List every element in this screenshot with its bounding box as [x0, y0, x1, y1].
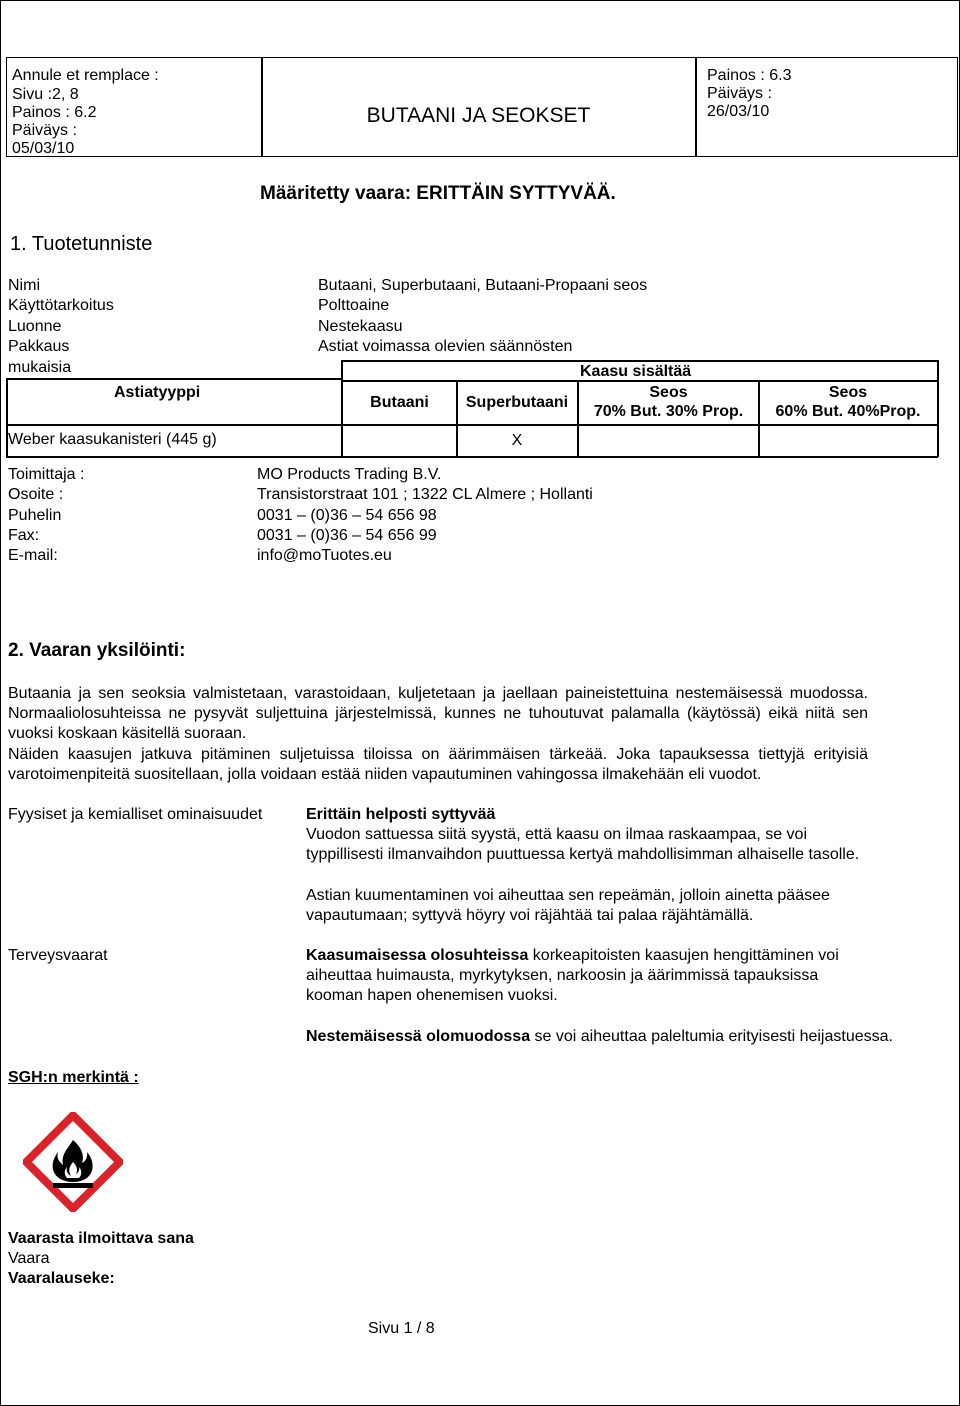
phone-value: 0031 – (0)36 – 54 656 98 — [257, 507, 437, 524]
hazard-statements-label: Vaaralauseke: — [8, 1270, 115, 1287]
address-label: Osoite : — [8, 486, 64, 503]
page-number: Sivu 1 / 8 — [368, 1320, 435, 1337]
hazard-heading: Määritetty vaara: ERITTÄIN SYTTYVÄÄ. — [260, 183, 616, 204]
edition-line-3: 26/03/10 — [707, 103, 770, 120]
supplier-label: Toimittaja : — [8, 466, 85, 483]
document-title: BUTAANI JA SEOKSET — [366, 104, 591, 127]
field-label-kayttotarkoitus: Käyttötarkoitus — [8, 297, 114, 314]
health-hazards-label: Terveysvaarat — [8, 947, 108, 964]
physical-properties-text-1: Vuodon sattuessa siitä syystä, että kaasu on ilmaa raskaampaa, se voi typpillisesti ilmanvaihdon puuttuessa kertyä mahdollisimman alhaiselle tasolle. — [306, 826, 860, 863]
health-hazards-body: korkeapitoisten kaasujen hengittäminen voi aiheuttaa huimausta, myrkytyksen, narkoosin ja äärimmissä tapauksissa kooman hapen ohenemisen vuoksi. — [306, 947, 839, 1004]
email-value: info@moTuotes.eu — [257, 547, 392, 564]
edition-line-2: Päiväys : — [707, 85, 772, 102]
hazard-paragraph-2: Näiden kaasujen jatkuva pitäminen suljetuissa tiloissa on äärimmäisen tärkeää. Joka tapauksessa tiettyjä erityisiä varotoimenpiteitä suositellaan, jolla voidaan estää niiden vapautuminen vahingossa ilmakehään eli vuodot. — [8, 746, 868, 783]
field-label-mukaisia: mukaisia — [8, 359, 72, 376]
physical-properties-label: Fyysiset ja kemialliset ominaisuudet — [8, 806, 263, 823]
table-group-header: Kaasu sisältää — [580, 363, 692, 380]
table-row-label: Weber kaasukanisteri (445 g) — [8, 431, 217, 448]
address-value: Transistorstraat 101 ; 1322 CL Almere ; Hollanti — [257, 486, 593, 503]
col-header-seos-70-30-detail: 70% But. 30% Prop. — [593, 403, 744, 420]
supplier-value: MO Products Trading B.V. — [257, 466, 442, 483]
signal-word-label: Vaarasta ilmoittava sana — [8, 1230, 194, 1247]
revision-line-4: Päiväys : — [12, 122, 77, 139]
liquid-hazard-heading: Nestemäisessä olomuodossa — [306, 1028, 531, 1045]
revision-line-3: Painos : 6.2 — [12, 104, 97, 121]
col-header-seos-70-30: Seos — [649, 384, 688, 401]
phone-label: Puhelin — [8, 507, 62, 524]
fax-label: Fax: — [8, 527, 40, 544]
fax-value: 0031 – (0)36 – 54 656 99 — [257, 527, 437, 544]
col-header-seos-60-40: Seos — [828, 384, 868, 401]
field-value-luonne: Nestekaasu — [318, 318, 403, 335]
header-divider-right — [695, 57, 697, 157]
field-value-pakkaus: Astiat voimassa olevien säännösten — [318, 338, 573, 355]
table-bottom-rule — [6, 456, 938, 458]
liquid-hazard-text — [306, 1027, 893, 1047]
revision-line-1: Annule et remplace : — [12, 67, 159, 84]
revision-line-2: Sivu :2, 8 — [12, 86, 79, 103]
health-hazards-text — [306, 946, 866, 1006]
revision-line-5: 05/03/10 — [12, 140, 75, 157]
table-row-header: Astiatyyppi — [114, 384, 201, 401]
col-header-superbutaani: Superbutaani — [465, 394, 569, 411]
ghs-label: SGH:n merkintä : — [8, 1069, 139, 1086]
table-col-6 — [937, 360, 939, 457]
field-label-nimi: Nimi — [8, 277, 40, 294]
email-label: E-mail: — [8, 547, 58, 564]
section-2-title: 2. Vaaran yksilöinti: — [8, 640, 186, 661]
hazard-paragraph-1: Butaania ja sen seoksia valmistetaan, varastoidaan, kuljetetaan ja jaellaan paineistettuina nestemäisessä muodossa. Normaaliolosuhteissa ne pysyvät suljettuina järjestelmissä, kunnes ne tuhoutuvat palamalla (käytössä) eikä niitä sen vuoksi koskaan käsitellä suoraan. — [8, 685, 868, 742]
physical-properties-text-2: Astian kuumentaminen voi aiheuttaa sen repeämän, jolloin ainetta pääsee vapautumaan; syttyvä höyry voi räjähtää tai palaa räjähtämällä. — [306, 887, 830, 924]
table-header-bottom-rule — [6, 424, 938, 426]
edition-line-1: Painos : 6.3 — [707, 67, 792, 84]
section-1-title: 1. Tuotetunniste — [10, 233, 153, 255]
table-row-mark: X — [511, 432, 523, 449]
col-header-butaani: Butaani — [370, 394, 429, 411]
signal-word: Vaara — [8, 1250, 50, 1267]
field-value-kayttotarkoitus: Polttoaine — [318, 297, 390, 314]
field-label-luonne: Luonne — [8, 318, 62, 335]
table-top-rule — [6, 378, 341, 380]
flame-hazard-icon — [23, 1112, 123, 1212]
field-value-nimi: Butaani, Superbutaani, Butaani-Propaani seos — [318, 277, 648, 294]
health-hazards-heading: Kaasumaisessa olosuhteissa — [306, 947, 529, 964]
physical-properties-heading: Erittäin helposti syttyvää — [306, 806, 496, 823]
liquid-hazard-body: se voi aiheuttaa paleltumia erityisesti heijastuessa. — [530, 1028, 893, 1045]
field-label-pakkaus: Pakkaus — [8, 338, 70, 355]
col-header-seos-60-40-detail: 60% But. 40%Prop. — [775, 403, 921, 420]
